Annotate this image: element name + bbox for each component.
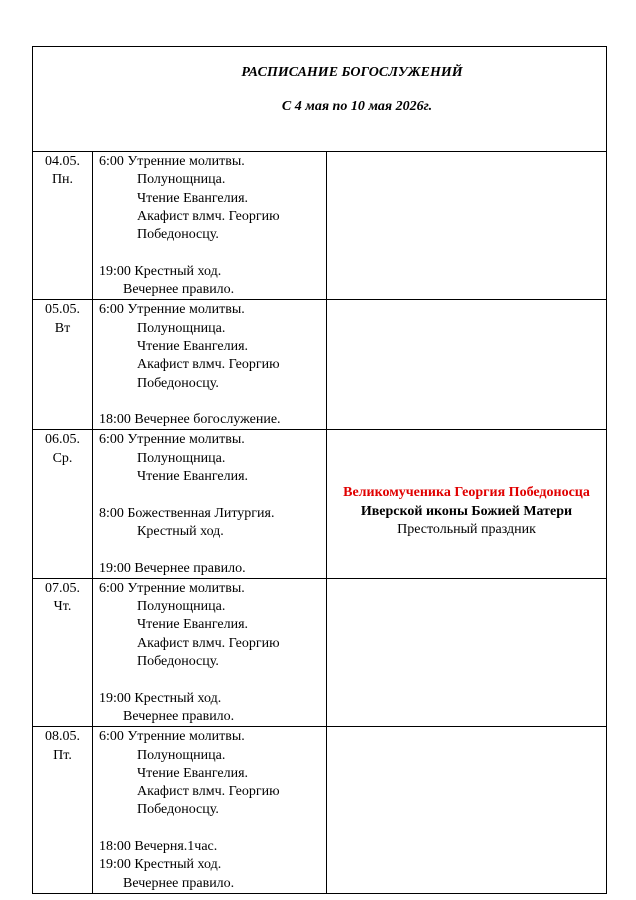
service-line: Вечернее правило.	[123, 875, 235, 891]
services-cell	[93, 300, 327, 430]
service-line: Крестный ход.	[137, 523, 224, 539]
schedule-header	[33, 47, 606, 152]
date-text: 05.05.	[45, 302, 80, 318]
spacer	[99, 541, 326, 559]
notes-cell	[327, 300, 607, 430]
service-line: Чтение Евангелия.	[137, 765, 249, 781]
date-cell	[33, 152, 93, 300]
schedule-row	[33, 300, 606, 430]
services-cell	[93, 727, 327, 893]
spacer	[99, 486, 326, 504]
service-line: Победоносцу.	[137, 654, 219, 670]
schedule-subtitle: С 4 мая по 10 мая 2026г.	[281, 99, 433, 114]
date-cell	[33, 300, 93, 430]
date-cell	[33, 578, 93, 726]
service-line: 18:00 Вечернее богослужение.	[99, 412, 281, 428]
service-line: Полунощница.	[137, 599, 226, 615]
notes-cell	[327, 430, 607, 578]
service-line: Победоносцу.	[137, 227, 219, 243]
date-text: 07.05.	[45, 580, 80, 596]
weekday-text: Чт.	[53, 599, 72, 615]
service-line: Полунощница.	[137, 747, 226, 763]
schedule-row	[33, 727, 606, 893]
service-line: Чтение Евангелия.	[137, 617, 249, 633]
patronal-feast-label: Престольный праздник	[397, 522, 536, 538]
services-cell	[93, 152, 327, 300]
spacer	[99, 244, 326, 262]
schedule-sheet	[32, 46, 607, 894]
service-line: 6:00 Утренние молитвы.	[99, 432, 245, 448]
service-line: 6:00 Утренние молитвы.	[99, 154, 245, 169]
date-text: 06.05.	[45, 432, 80, 448]
service-line: 19:00 Крестный ход.	[99, 690, 222, 706]
service-line: Полунощница.	[137, 172, 226, 188]
notes-cell	[327, 727, 607, 893]
service-line: Вечернее правило.	[123, 282, 235, 298]
weekday-text: Ср.	[52, 450, 73, 466]
service-line: Акафист влмч. Георгию	[137, 635, 280, 651]
spacer	[99, 671, 326, 689]
schedule-row	[33, 578, 606, 726]
service-line: Чтение Евангелия.	[137, 190, 249, 206]
schedule-row	[33, 152, 606, 300]
service-line: Акафист влмч. Георгию	[137, 784, 280, 800]
spacer	[99, 820, 326, 838]
service-line: Чтение Евангелия.	[137, 338, 249, 354]
service-line: Акафист влмч. Георгию	[137, 208, 280, 224]
service-line: Полунощница.	[137, 450, 226, 466]
service-line: 19:00 Вечернее правило.	[99, 560, 246, 576]
schedule-row	[33, 430, 606, 578]
weekday-text: Пт.	[53, 747, 72, 763]
service-line: 8:00 Божественная Литургия.	[99, 505, 275, 521]
notes-cell	[327, 578, 607, 726]
service-line: Акафист влмч. Георгию	[137, 357, 280, 373]
service-line: Полунощница.	[137, 320, 226, 336]
services-cell	[93, 430, 327, 578]
date-cell	[33, 727, 93, 893]
schedule-title: РАСПИСАНИЕ БОГОСЛУЖЕНИЙ	[241, 65, 463, 80]
service-line: Победоносцу.	[137, 375, 219, 391]
weekday-text: Пн.	[51, 172, 74, 188]
weekday-text: Вт	[54, 320, 71, 336]
spacer	[99, 393, 326, 411]
schedule-table	[33, 152, 606, 893]
service-line: 6:00 Утренние молитвы.	[99, 729, 245, 745]
service-line: 6:00 Утренние молитвы.	[99, 580, 245, 596]
service-line: 19:00 Крестный ход.	[99, 857, 222, 873]
feast-name: Великомученика Георгия Победоносца	[343, 485, 590, 501]
service-line: 19:00 Крестный ход.	[99, 263, 222, 279]
service-line: Победоносцу.	[137, 802, 219, 818]
service-line: 18:00 Вечерня.1час.	[99, 838, 218, 854]
service-line: 6:00 Утренние молитвы.	[99, 302, 245, 318]
icon-feast-name: Иверской иконы Божией Матери	[360, 503, 573, 519]
service-line: Вечернее правило.	[123, 708, 235, 724]
services-cell	[93, 578, 327, 726]
date-text: 04.05.	[45, 154, 80, 169]
date-text: 08.05.	[45, 729, 80, 745]
service-line: Чтение Евангелия.	[137, 469, 249, 485]
notes-cell	[327, 152, 607, 300]
date-cell	[33, 430, 93, 578]
